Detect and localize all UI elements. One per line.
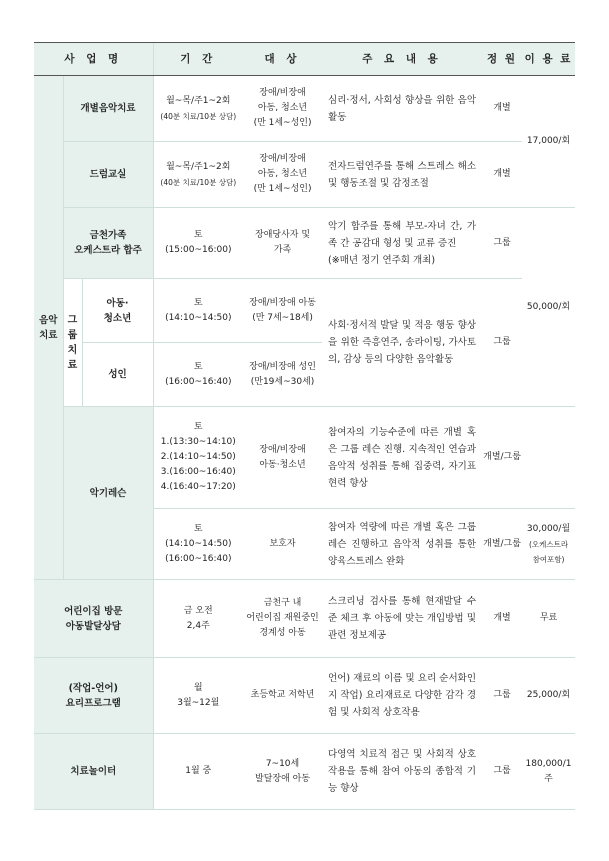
capacity-cell: 개별/그룹 bbox=[482, 509, 522, 580]
header-period: 기 간 bbox=[153, 43, 243, 76]
fee-cell: 50,000/회 bbox=[522, 208, 575, 407]
fee-cell: 25,000/회 bbox=[522, 658, 575, 734]
period-cell: 토 1.(13:30~14:10) 2.(14:10~14:50) 3.(16:00~16:40) 4.(16:40~17:20) bbox=[153, 407, 243, 509]
target-cell: 보호자 bbox=[243, 509, 322, 580]
capacity-cell: 그룹 bbox=[482, 279, 522, 407]
group-therapy-label: 그 룹 치 료 bbox=[63, 279, 82, 407]
period-cell: 금 오전 2,4주 bbox=[153, 580, 243, 658]
program-group-adult: 성인 bbox=[82, 343, 153, 407]
capacity-cell: 그룹 bbox=[482, 208, 522, 279]
content-cell: 언어) 재료의 이름 및 요리 순서화인지 작업) 요리재료로 다양한 감각 경험 및 사회적 상호작용 bbox=[322, 658, 482, 734]
target-cell: 장애/비장애 아동 (만 7세~18세) bbox=[243, 279, 322, 343]
fee-cell: 17,000/회 bbox=[522, 76, 575, 208]
header-target: 대 상 bbox=[243, 43, 322, 76]
period-cell: 토 (15:00~16:00) bbox=[153, 208, 243, 279]
table-row bbox=[34, 580, 575, 658]
header-content: 주 요 내 용 bbox=[322, 43, 482, 76]
content-cell: 사회·정서적 발달 및 적응 행동 향상을 위한 즉흥연주, 송라이팅, 가사토의, 감상 등의 다양한 음악활동 bbox=[322, 279, 482, 407]
content-cell: 스크리닝 검사를 통해 현재발달 수준 체크 후 아동에 맞는 개입방법 및 관련 정보제공 bbox=[322, 580, 482, 658]
period-cell: 토 (14:10~14:50) bbox=[153, 279, 243, 343]
program-drum: 드럼교실 bbox=[63, 142, 153, 208]
target-cell: 장애/비장애 아동, 청소년 (만 1세~성인) bbox=[243, 76, 322, 142]
target-cell: 초등학교 저학년 bbox=[243, 658, 322, 734]
header-fee: 이 용 료 bbox=[522, 43, 575, 76]
period-cell: 월 3월~12월 bbox=[153, 658, 243, 734]
period-cell: 토 (16:00~16:40) bbox=[153, 343, 243, 407]
content-cell: 전자드럼연주를 통해 스트레스 해소 및 행동조절 및 감정조절 bbox=[322, 142, 482, 208]
content-cell: 다영역 치료적 접근 및 사회적 상호작용을 통해 참여 아동의 종합적 기능 향상 bbox=[322, 734, 482, 810]
program-group-child: 아동· 청소년 bbox=[82, 279, 153, 343]
period-cell: 월~목/주1~2회 (40분 치료/10분 상담) bbox=[153, 76, 243, 142]
program-individual-music: 개별음악치료 bbox=[63, 76, 153, 142]
program-orchestra: 금천가족 오케스트라 합주 bbox=[63, 208, 153, 279]
table-row bbox=[34, 407, 575, 509]
program-table bbox=[34, 42, 575, 810]
fee-cell: 30,000/월 (오케스트라 참여포함) bbox=[522, 509, 575, 580]
program-playground: 치료놀이터 bbox=[34, 734, 153, 810]
table-row bbox=[34, 76, 575, 142]
fee-cell bbox=[522, 407, 575, 509]
capacity-cell: 개별/그룹 bbox=[482, 407, 522, 509]
capacity-cell: 개별 bbox=[482, 76, 522, 142]
target-cell: 장애/비장애 성인 (만19세~30세) bbox=[243, 343, 322, 407]
program-lesson: 악기레슨 bbox=[63, 407, 153, 580]
content-cell: 심리·정서, 사회성 향상을 위한 음악활동 bbox=[322, 76, 482, 142]
content-cell: 악기 합주를 통해 부모-자녀 간, 가족 간 공감대 형성 및 교류 증진 (※매년 정기 연주회 개최) bbox=[322, 208, 482, 279]
table-row bbox=[34, 208, 575, 279]
capacity-cell: 개별 bbox=[482, 580, 522, 658]
content-cell: 참여자의 기능수준에 따른 개별 혹은 그룹 레슨 진행. 지속적인 연습과 음악적 성취를 통해 집중력, 자기표현력 향상 bbox=[322, 407, 482, 509]
program-daycare: 어린이집 방문 아동발달상담 bbox=[34, 580, 153, 658]
target-cell: 7~10세 발달장애 아동 bbox=[243, 734, 322, 810]
table-row bbox=[34, 734, 575, 810]
target-cell: 금천구 내 어린이집 재원중인 경계성 아동 bbox=[243, 580, 322, 658]
target-cell: 장애당사자 및 가족 bbox=[243, 208, 322, 279]
content-cell: 참여자 역량에 따른 개별 혹은 그룹 레슨 진행하고 음악적 성취를 통한 양육스트레스 완화 bbox=[322, 509, 482, 580]
period-cell: 1월 중 bbox=[153, 734, 243, 810]
capacity-cell: 그룹 bbox=[482, 658, 522, 734]
capacity-cell: 그룹 bbox=[482, 734, 522, 810]
period-cell: 토 (14:10~14:50) (16:00~16:40) bbox=[153, 509, 243, 580]
program-cooking: (작업-언어) 요리프로그램 bbox=[34, 658, 153, 734]
period-cell: 월~목/주1~2회 (40분 치료/10분 상담) bbox=[153, 142, 243, 208]
table-row bbox=[34, 279, 575, 343]
fee-cell: 무료 bbox=[522, 580, 575, 658]
table-row bbox=[34, 142, 575, 208]
fee-cell: 180,000/1주 bbox=[522, 734, 575, 810]
header-program: 사 업 명 bbox=[34, 43, 153, 76]
target-cell: 장애/비장애 아동, 청소년 (만 1세~성인) bbox=[243, 142, 322, 208]
category-music: 음악 치료 bbox=[34, 76, 63, 580]
capacity-cell: 개별 bbox=[482, 142, 522, 208]
target-cell: 장애/비장애 아동·청소년 bbox=[243, 407, 322, 509]
table-row bbox=[34, 658, 575, 734]
header-row bbox=[34, 43, 575, 76]
header-capacity: 정 원 bbox=[482, 43, 522, 76]
